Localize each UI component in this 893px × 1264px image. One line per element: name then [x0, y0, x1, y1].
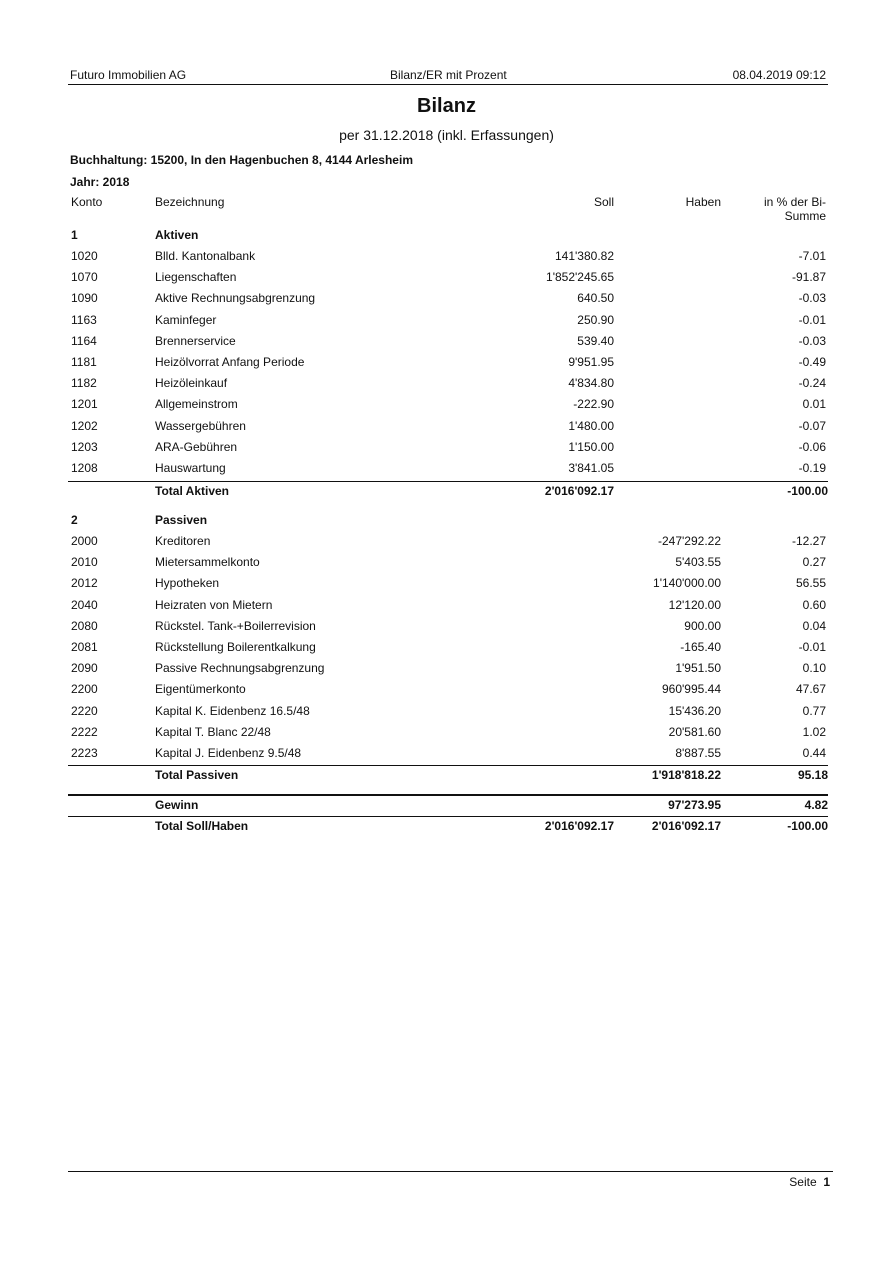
total-aktiven-row [0, 484, 893, 504]
soll-amount: 1'480.00 [568, 418, 614, 433]
page-label: Seite [789, 1175, 817, 1189]
table-row [0, 419, 893, 439]
total-aktiven-percent: -100.00 [787, 484, 828, 498]
passiven-total-rule [68, 765, 828, 766]
percent-value: 56.55 [795, 576, 826, 591]
page-subtitle: per 31.12.2018 (inkl. Erfassungen) [339, 127, 554, 143]
total-passiven-row [0, 768, 893, 788]
account-description: Heizölvorrat Anfang Periode [155, 355, 305, 369]
soll-amount: -222.90 [573, 397, 614, 412]
gewinn-percent: 4.82 [804, 798, 828, 812]
table-row [0, 640, 893, 660]
gewinn-row [0, 798, 893, 818]
table-row [0, 576, 893, 596]
account-number: 2220 [71, 703, 98, 718]
table-row [0, 397, 893, 417]
percent-value: 0.60 [802, 597, 826, 612]
table-row [0, 376, 893, 396]
account-description: Allgemeinstrom [155, 397, 238, 412]
soll-amount: 539.40 [577, 333, 614, 348]
percent-value: 0.27 [802, 555, 826, 570]
percent-value: 1.02 [802, 724, 826, 739]
table-row [0, 619, 893, 639]
account-description: Kapital T. Blanc 22/48 [155, 724, 271, 739]
account-number: 1201 [71, 397, 98, 412]
total-passiven-percent: 95.18 [797, 768, 828, 782]
header-datetime: 08.04.2019 09:12 [732, 68, 826, 82]
footer-rule [68, 1171, 833, 1172]
account-description: Heizöleinkauf [155, 376, 228, 391]
gewinn-label: Gewinn [155, 798, 199, 812]
percent-value: 0.77 [802, 703, 826, 718]
table-row [0, 355, 893, 375]
account-number: 2223 [71, 746, 98, 760]
percent-value: -0.06 [798, 439, 826, 454]
percent-value: -0.03 [798, 291, 826, 306]
account-description: Blld. Kantonalbank [155, 249, 256, 263]
soll-amount: 3'841.05 [568, 461, 614, 475]
page-title: Bilanz [417, 95, 476, 117]
account-description: Rückstel. Tank-+Boilerrevision [155, 618, 316, 633]
percent-value: -0.07 [798, 418, 826, 433]
account-description: Passive Rechnungsabgrenzung [155, 661, 325, 676]
col-header-bezeichnung: Bezeichnung [155, 195, 225, 209]
haben-amount: 20'581.60 [668, 724, 721, 739]
account-number: 2080 [71, 618, 98, 633]
table-row [0, 291, 893, 311]
haben-amount: 8'887.55 [675, 746, 721, 760]
account-description: Wassergebühren [155, 418, 246, 433]
table-row [0, 249, 893, 269]
account-description: Kapital J. Eidenbenz 9.5/48 [155, 746, 302, 760]
header-rule [68, 84, 828, 85]
account-description: Mietersammelkonto [155, 555, 260, 570]
section-passiven-number: 2 [71, 513, 78, 527]
table-row [0, 746, 893, 766]
percent-value: 0.04 [802, 618, 826, 633]
table-row [0, 313, 893, 333]
percent-value: 47.67 [795, 682, 826, 697]
total-aktiven-soll: 2'016'092.17 [544, 484, 614, 498]
table-row [0, 440, 893, 460]
account-number: 2200 [71, 682, 98, 697]
account-number: 1070 [71, 270, 98, 285]
header-report-name: Bilanz/ER mit Prozent [390, 68, 507, 82]
total-sollhaben-rule [68, 816, 828, 817]
percent-value: 0.01 [802, 397, 826, 412]
soll-amount: 640.50 [577, 291, 614, 306]
total-sollhaben-label: Total Soll/Haben [155, 819, 249, 833]
total-sollhaben-soll: 2'016'092.17 [544, 819, 614, 833]
page-number-value: 1 [823, 1175, 830, 1189]
total-sollhaben-row [0, 819, 893, 839]
account-number: 2010 [71, 555, 98, 570]
table-row [0, 555, 893, 575]
table-row [0, 725, 893, 745]
percent-value: -0.19 [798, 461, 826, 475]
table-row [0, 534, 893, 554]
haben-amount: -247'292.22 [657, 534, 721, 548]
account-description: Brennerservice [155, 333, 236, 348]
haben-amount: 12'120.00 [668, 597, 721, 612]
account-number: 2222 [71, 724, 98, 739]
account-number: 2081 [71, 640, 98, 654]
col-header-percent: in % der Bi-Summe [763, 195, 826, 223]
section-aktiven-number: 1 [71, 228, 78, 242]
page-number [760, 1175, 830, 1189]
section-aktiven-label: Aktiven [155, 228, 199, 242]
account-description: Hauswartung [155, 461, 226, 475]
haben-amount: 960'995.44 [661, 682, 721, 697]
percent-value: -0.01 [798, 312, 826, 327]
account-description: Kaminfeger [155, 312, 217, 327]
account-number: 2090 [71, 661, 98, 676]
table-row [0, 661, 893, 681]
account-number: 2000 [71, 534, 98, 548]
account-description: Liegenschaften [155, 270, 237, 285]
soll-amount: 4'834.80 [568, 376, 614, 391]
haben-amount: 1'140'000.00 [653, 576, 721, 591]
account-description: ARA-Gebühren [155, 439, 238, 454]
soll-amount: 250.90 [577, 312, 614, 327]
gewinn-rule [68, 794, 828, 796]
table-row [0, 461, 893, 481]
account-description: Aktive Rechnungsabgrenzung [155, 291, 316, 306]
account-number: 1182 [71, 376, 97, 391]
percent-value: 0.44 [802, 746, 826, 760]
section-passiven-label: Passiven [155, 513, 208, 527]
account-number: 1163 [71, 312, 97, 327]
aktiven-total-rule [68, 481, 828, 482]
account-description: Heizraten von Mietern [155, 597, 273, 612]
account-number: 1181 [71, 355, 97, 369]
percent-value: -0.03 [798, 333, 826, 348]
total-sollhaben-percent: -100.00 [787, 819, 828, 833]
col-header-soll: Soll [593, 195, 614, 209]
percent-value: -0.01 [798, 640, 826, 654]
header-company: Futuro Immobilien AG [70, 68, 187, 82]
soll-amount: 9'951.95 [568, 355, 614, 369]
percent-value: 0.10 [802, 661, 826, 676]
account-number: 1020 [71, 249, 98, 263]
account-description: Hypotheken [155, 576, 220, 591]
gewinn-haben: 97'273.95 [668, 798, 721, 812]
account-number: 1090 [71, 291, 98, 306]
account-number: 1208 [71, 461, 98, 475]
total-passiven-label: Total Passiven [155, 768, 239, 782]
percent-value: -0.24 [798, 376, 826, 391]
account-number: 2012 [71, 576, 98, 591]
total-aktiven-label: Total Aktiven [155, 484, 230, 498]
haben-amount: 5'403.55 [675, 555, 721, 570]
account-number: 1164 [71, 333, 97, 348]
account-description: Kreditoren [155, 534, 211, 548]
table-row [0, 598, 893, 618]
soll-amount: 141'380.82 [554, 249, 614, 263]
total-passiven-haben: 1'918'818.22 [651, 768, 721, 782]
soll-amount: 1'852'245.65 [546, 270, 614, 285]
table-row [0, 334, 893, 354]
account-description: Rückstellung Boilerentkalkung [155, 640, 316, 654]
percent-value: -7.01 [798, 249, 826, 263]
account-description: Kapital K. Eidenbenz 16.5/48 [155, 703, 310, 718]
jahr-info: Jahr: 2018 [70, 175, 130, 189]
haben-amount: 15'436.20 [668, 703, 721, 718]
percent-value: -0.49 [798, 355, 826, 369]
col-header-haben: Haben [685, 195, 721, 209]
haben-amount: -165.40 [680, 640, 721, 654]
buchhaltung-info: Buchhaltung: 15200, In den Hagenbuchen 8, 4144 Arlesheim [70, 153, 413, 167]
table-row [0, 704, 893, 724]
percent-value: -12.27 [791, 534, 826, 548]
account-description: Eigentümerkonto [155, 682, 246, 697]
table-row [0, 270, 893, 290]
soll-amount: 1'150.00 [568, 439, 614, 454]
table-row [0, 682, 893, 702]
percent-value: -91.87 [791, 270, 826, 285]
account-number: 1202 [71, 418, 98, 433]
haben-amount: 1'951.50 [675, 661, 721, 676]
haben-amount: 900.00 [684, 618, 721, 633]
total-sollhaben-haben: 2'016'092.17 [651, 819, 721, 833]
account-number: 1203 [71, 439, 98, 454]
account-number: 2040 [71, 597, 98, 612]
col-header-konto: Konto [71, 195, 103, 209]
